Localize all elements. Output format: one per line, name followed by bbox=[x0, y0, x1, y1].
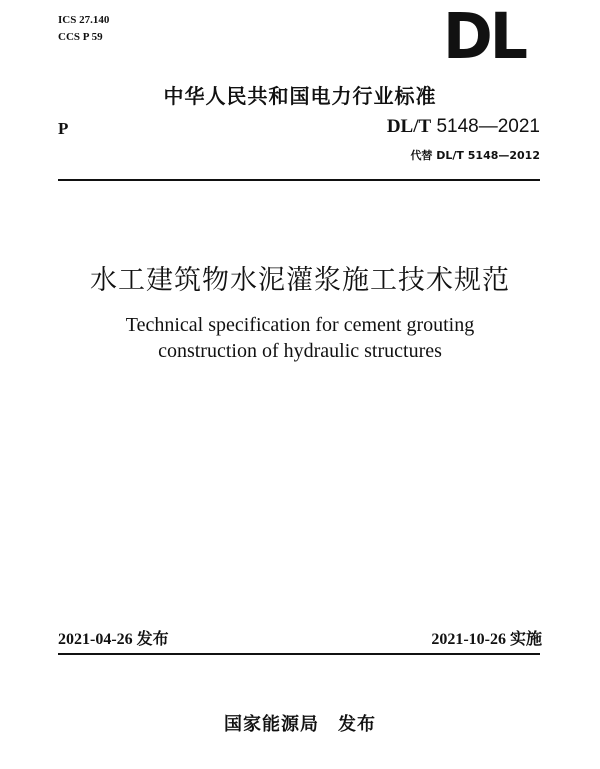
title-english bbox=[0, 312, 600, 364]
bottom-divider bbox=[58, 653, 540, 655]
title-chinese: 水工建筑物水泥灌浆施工技术规范 bbox=[90, 265, 510, 296]
top-divider bbox=[58, 179, 540, 181]
issuer: 国家能源局 发布 bbox=[224, 714, 376, 735]
category-code: P bbox=[58, 119, 69, 138]
replaces-standard: 代替 DL/T 5148—2012 bbox=[410, 149, 540, 162]
issue-date-label: 发布 bbox=[136, 629, 169, 648]
effective-date bbox=[431, 626, 542, 649]
standard-prefix: DL/T bbox=[386, 116, 432, 137]
effective-date-label: 实施 bbox=[509, 629, 542, 648]
title-english-line2: construction of hydraulic structures bbox=[158, 340, 442, 362]
organization-title: 中华人民共和国电力行业标准 bbox=[163, 84, 437, 108]
standard-number-value: 5148—2021 bbox=[436, 116, 540, 137]
issue-date bbox=[58, 626, 169, 649]
title-english-line1: Technical specification for cement grouting bbox=[125, 314, 475, 336]
ccs-code: CCS P 59 bbox=[58, 31, 103, 43]
ics-code: ICS 27.140 bbox=[58, 14, 110, 26]
standard-number bbox=[387, 116, 540, 138]
classification-codes bbox=[58, 12, 109, 46]
issue-date-value: 2021-04-26 bbox=[58, 631, 133, 648]
dl-logo: DL bbox=[443, 0, 526, 74]
effective-date-value: 2021-10-26 bbox=[431, 631, 506, 648]
